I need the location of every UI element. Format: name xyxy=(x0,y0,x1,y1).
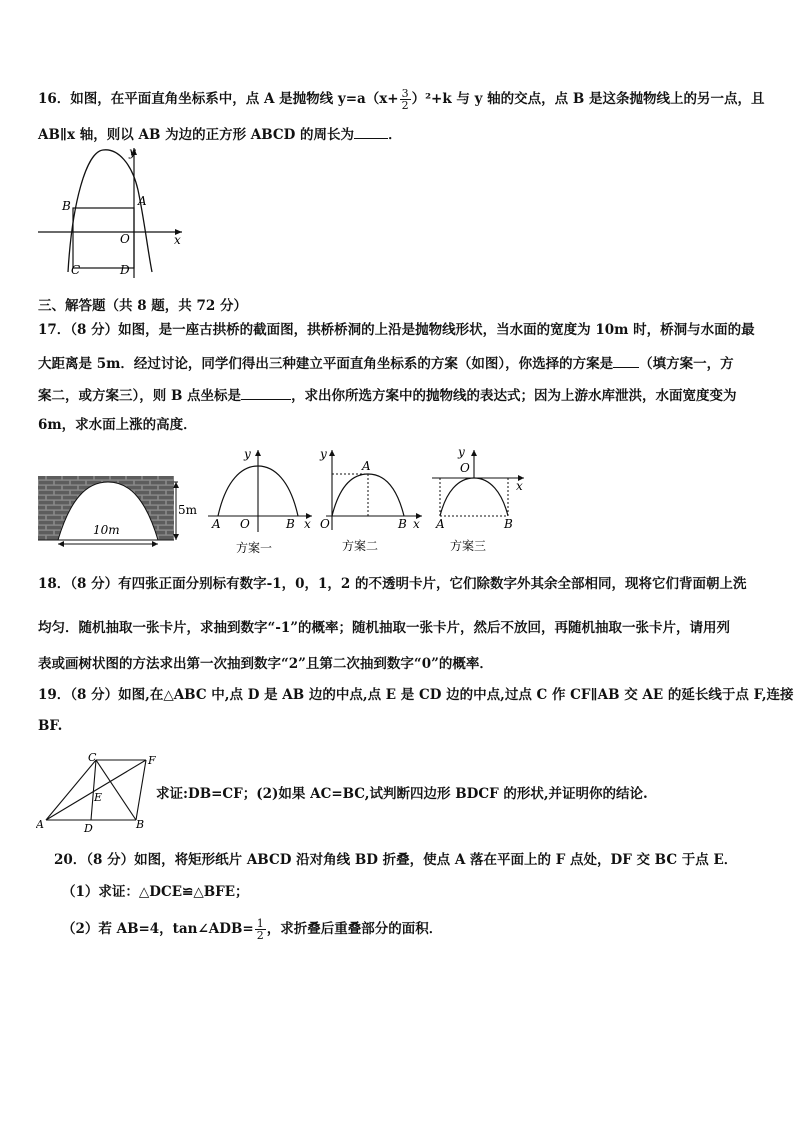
scheme3-figure xyxy=(428,444,528,558)
q16-line2: AB∥x 轴，则以 AB 为边的正方形 ABCD 的周长为 ． xyxy=(38,124,402,145)
svg-text:O: O xyxy=(320,517,330,531)
q18-line3: 表或画树状图的方法求出第一次抽到数字“2”且第二次抽到数字“0”的概率． xyxy=(38,656,493,672)
q16-label-B: B xyxy=(62,199,71,213)
scheme1-figure xyxy=(204,444,316,558)
svg-text:F: F xyxy=(148,754,156,767)
q16-fraction: $\frac{3}{2}$ xyxy=(401,87,409,112)
q17-line3: 案二，或方案三），则 B 点坐标是 ，求出你所选方案中的抛物线的表达式；因为上游水库泄洪，水面宽度变为 xyxy=(38,385,737,406)
svg-text:y: y xyxy=(244,447,251,461)
q16-label-y: y xyxy=(129,145,136,159)
q19-line1: 19．（8 分）如图,在△ABC 中,点 D 是 AB 边的中点,点 E 是 CD 边的中点,过点 C 作 CF∥AB 交 AE 的延长线于点 F,连接 xyxy=(38,687,794,703)
scheme1-label: 方案一 xyxy=(236,541,273,555)
q16-line1 xyxy=(38,88,764,111)
scheme3-label: 方案三 xyxy=(450,539,487,553)
answer-blank xyxy=(354,124,388,139)
svg-text:E: E xyxy=(94,791,103,804)
q17-line1: 17．（8 分）如图，是一座古拱桥的截面图，拱桥桥洞的上沿是抛物线形状，当水面的宽度为 10m 时，桥洞与水面的最 xyxy=(38,322,755,338)
svg-text:O: O xyxy=(460,461,470,475)
q16-label-D: D xyxy=(120,263,130,277)
svg-text:B: B xyxy=(286,517,295,531)
q18-line2: 均匀．随机抽取一张卡片，求抽到数字“-1”的概率；随机抽取一张卡片，然后不放回，再随机抽取一张卡片，请用列 xyxy=(38,620,731,636)
q16-label-O: O xyxy=(120,232,130,246)
q16-label-A: A xyxy=(138,194,147,208)
bridge-width-label: 10m xyxy=(93,523,120,537)
q20-line1: 20．（8 分）如图，将矩形纸片 ABCD 沿对角线 BD 折叠，使点 A 落在平面上的 F 点处，DF 交 BC 于点 E． xyxy=(54,852,738,868)
svg-text:C: C xyxy=(88,752,97,764)
q20-fraction: $\frac{1}{2}$ xyxy=(256,917,264,942)
q19-figure xyxy=(36,752,160,836)
q16-text-b: ）²+k 与 y 轴的交点，点 B 是这条抛物线上的另一点，且 xyxy=(411,91,765,107)
q16-label-C: C xyxy=(71,263,81,277)
svg-text:y: y xyxy=(458,445,465,459)
q17-bridge-figure xyxy=(38,470,214,556)
svg-text:A: A xyxy=(436,517,445,531)
q17-line2: 大距离是 5m．经过讨论，同学们得出三种建立平面直角坐标系的方案（如图），你选择的方案是 （填方案一，方 xyxy=(38,353,734,374)
svg-text:D: D xyxy=(84,822,93,835)
q17-line4: 6m，求水面上涨的高度． xyxy=(38,417,197,433)
q16-label-x: x xyxy=(174,233,181,247)
q16-text-a: 16．如图，在平面直角坐标系中，点 A 是抛物线 y=a（x+ xyxy=(38,91,399,107)
bridge-height-label: 5m xyxy=(178,503,198,517)
svg-text:y: y xyxy=(320,447,327,461)
scheme2-label: 方案二 xyxy=(342,539,379,553)
svg-text:A: A xyxy=(36,818,44,831)
q16-figure xyxy=(36,144,186,280)
q18-line1: 18．（8 分）有四张正面分别标有数字-1，0，1，2 的不透明卡片，它们除数字外其余全部相同，现将它们背面朝上洗 xyxy=(38,576,747,592)
answer-blank xyxy=(613,353,639,368)
q19-line2: BF. xyxy=(38,718,63,734)
svg-text:B: B xyxy=(504,517,513,531)
q19-line3: 求证:DB=CF；(2)如果 AC=BC,试判断四边形 BDCF 的形状,并证明你的结论. xyxy=(156,786,648,802)
svg-text:x: x xyxy=(304,517,311,531)
svg-text:x: x xyxy=(413,517,420,531)
scheme2-figure xyxy=(312,444,426,558)
svg-text:B: B xyxy=(398,517,407,531)
q20-line2: （1）求证：△DCE≌△BFE； xyxy=(62,884,249,900)
answer-blank xyxy=(241,385,291,400)
svg-text:A: A xyxy=(362,459,371,473)
svg-text:O: O xyxy=(240,517,250,531)
svg-text:A: A xyxy=(212,517,221,531)
svg-text:x: x xyxy=(516,479,523,493)
q20-line3: （2）若 AB=4，tan∠ADB= $\frac{1}{2}$ ，求折叠后重叠部分的面积． xyxy=(62,917,443,942)
svg-text:B: B xyxy=(136,818,145,831)
section-heading: 三、解答题（共 8 题，共 72 分） xyxy=(38,298,247,314)
